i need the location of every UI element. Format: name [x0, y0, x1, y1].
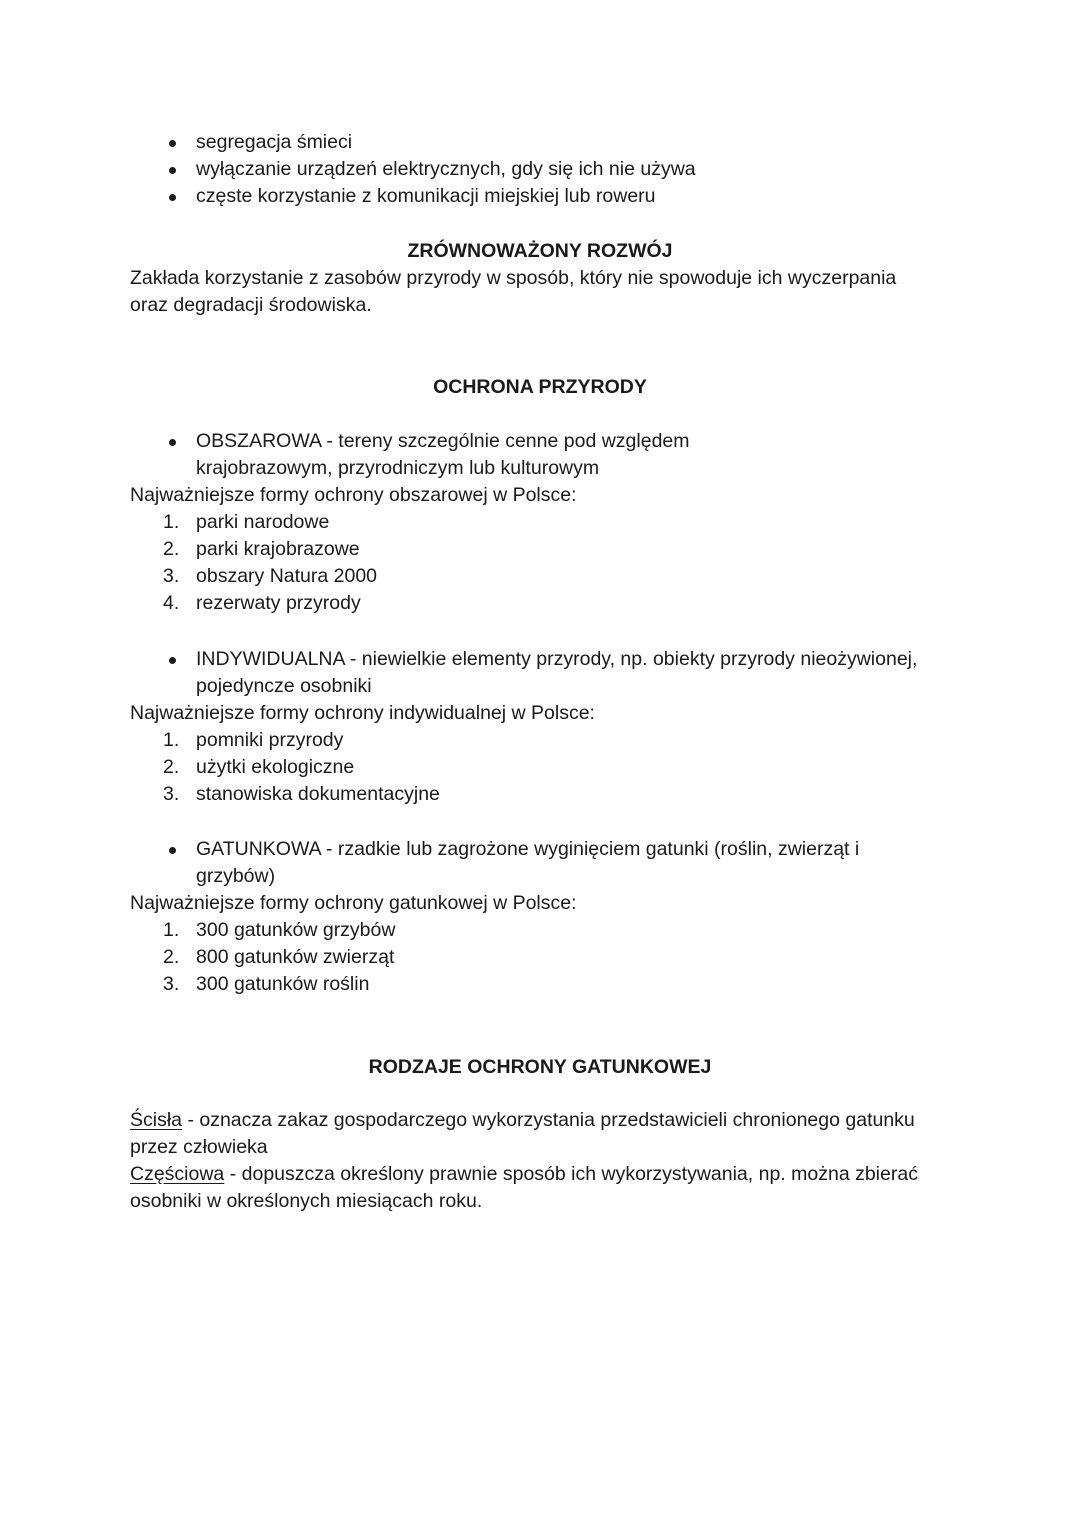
list-item: 3. obszary Natura 2000	[163, 565, 378, 587]
list-item: 3. 300 gatunków roślin	[163, 973, 370, 995]
list-item: 3. stanowiska dokumentacyjne	[163, 783, 440, 805]
section-intro: Najważniejsze formy ochrony obszarowej w Polsce:	[130, 484, 577, 506]
list-item: segregacja śmieci	[130, 129, 950, 156]
list-item: 2. użytki ekologiczne	[163, 756, 355, 778]
sustainable-text: Zakłada korzystanie z zasobów przyrody w sposób, który nie spowoduje ich wyczerpania oraz degradacji środowiska.	[130, 267, 897, 316]
species-protection-text	[130, 1107, 950, 1215]
list-item: częste korzystanie z komunikacji miejskiej lub roweru	[130, 183, 950, 210]
list-item: 4. rezerwaty przyrody	[163, 592, 361, 614]
sustainable-heading: ZRÓWNOWAŻONY ROZWÓJ	[407, 240, 673, 262]
section-intro: Najważniejsze formy ochrony indywidualnej w Polsce:	[130, 702, 595, 724]
protection-heading: OCHRONA PRZYRODY	[433, 376, 647, 398]
list-item: wyłączanie urządzeń elektrycznych, gdy się ich nie używa	[130, 156, 950, 183]
protection-section-species	[130, 836, 950, 998]
section-bullet: OBSZAROWA - tereny szczególnie cenne pod względem krajobrazowym, przyrodniczym lub kulturowym	[130, 428, 950, 482]
eco-habits-list	[130, 129, 950, 210]
section-bullet: INDYWIDUALNA - niewielkie elementy przyrody, np. obiekty przyrody nieożywionej, pojedyncze osobniki	[130, 646, 950, 700]
strict-term: Ścisła	[130, 1109, 183, 1131]
list-item: 1. pomniki przyrody	[163, 729, 344, 751]
list-item: 2. 800 gatunków zwierząt	[163, 946, 395, 968]
section-intro: Najważniejsze formy ochrony gatunkowej w Polsce:	[130, 892, 577, 914]
protection-section-individual	[130, 646, 950, 808]
list-item: 1. parki narodowe	[163, 511, 330, 533]
list-item: 2. parki krajobrazowe	[163, 538, 360, 560]
protection-section-area	[130, 428, 950, 617]
list-item: 1. 300 gatunków grzybów	[163, 919, 396, 941]
partial-term: Częściowa	[130, 1163, 225, 1185]
partial-protection-paragraph: Częściowa - dopuszcza określony prawnie sposób ich wykorzystywania, np. można zbierać osobniki w określonych miesiącach roku.	[130, 1163, 918, 1212]
species-protection-heading: RODZAJE OCHRONY GATUNKOWEJ	[368, 1056, 712, 1078]
section-bullet: GATUNKOWA - rzadkie lub zagrożone wyginięciem gatunki (roślin, zwierząt i grzybów)	[130, 836, 950, 890]
strict-protection-paragraph: Ścisła - oznacza zakaz gospodarczego wykorzystania przedstawicieli chronionego gatunku przez człowieka	[130, 1109, 915, 1158]
